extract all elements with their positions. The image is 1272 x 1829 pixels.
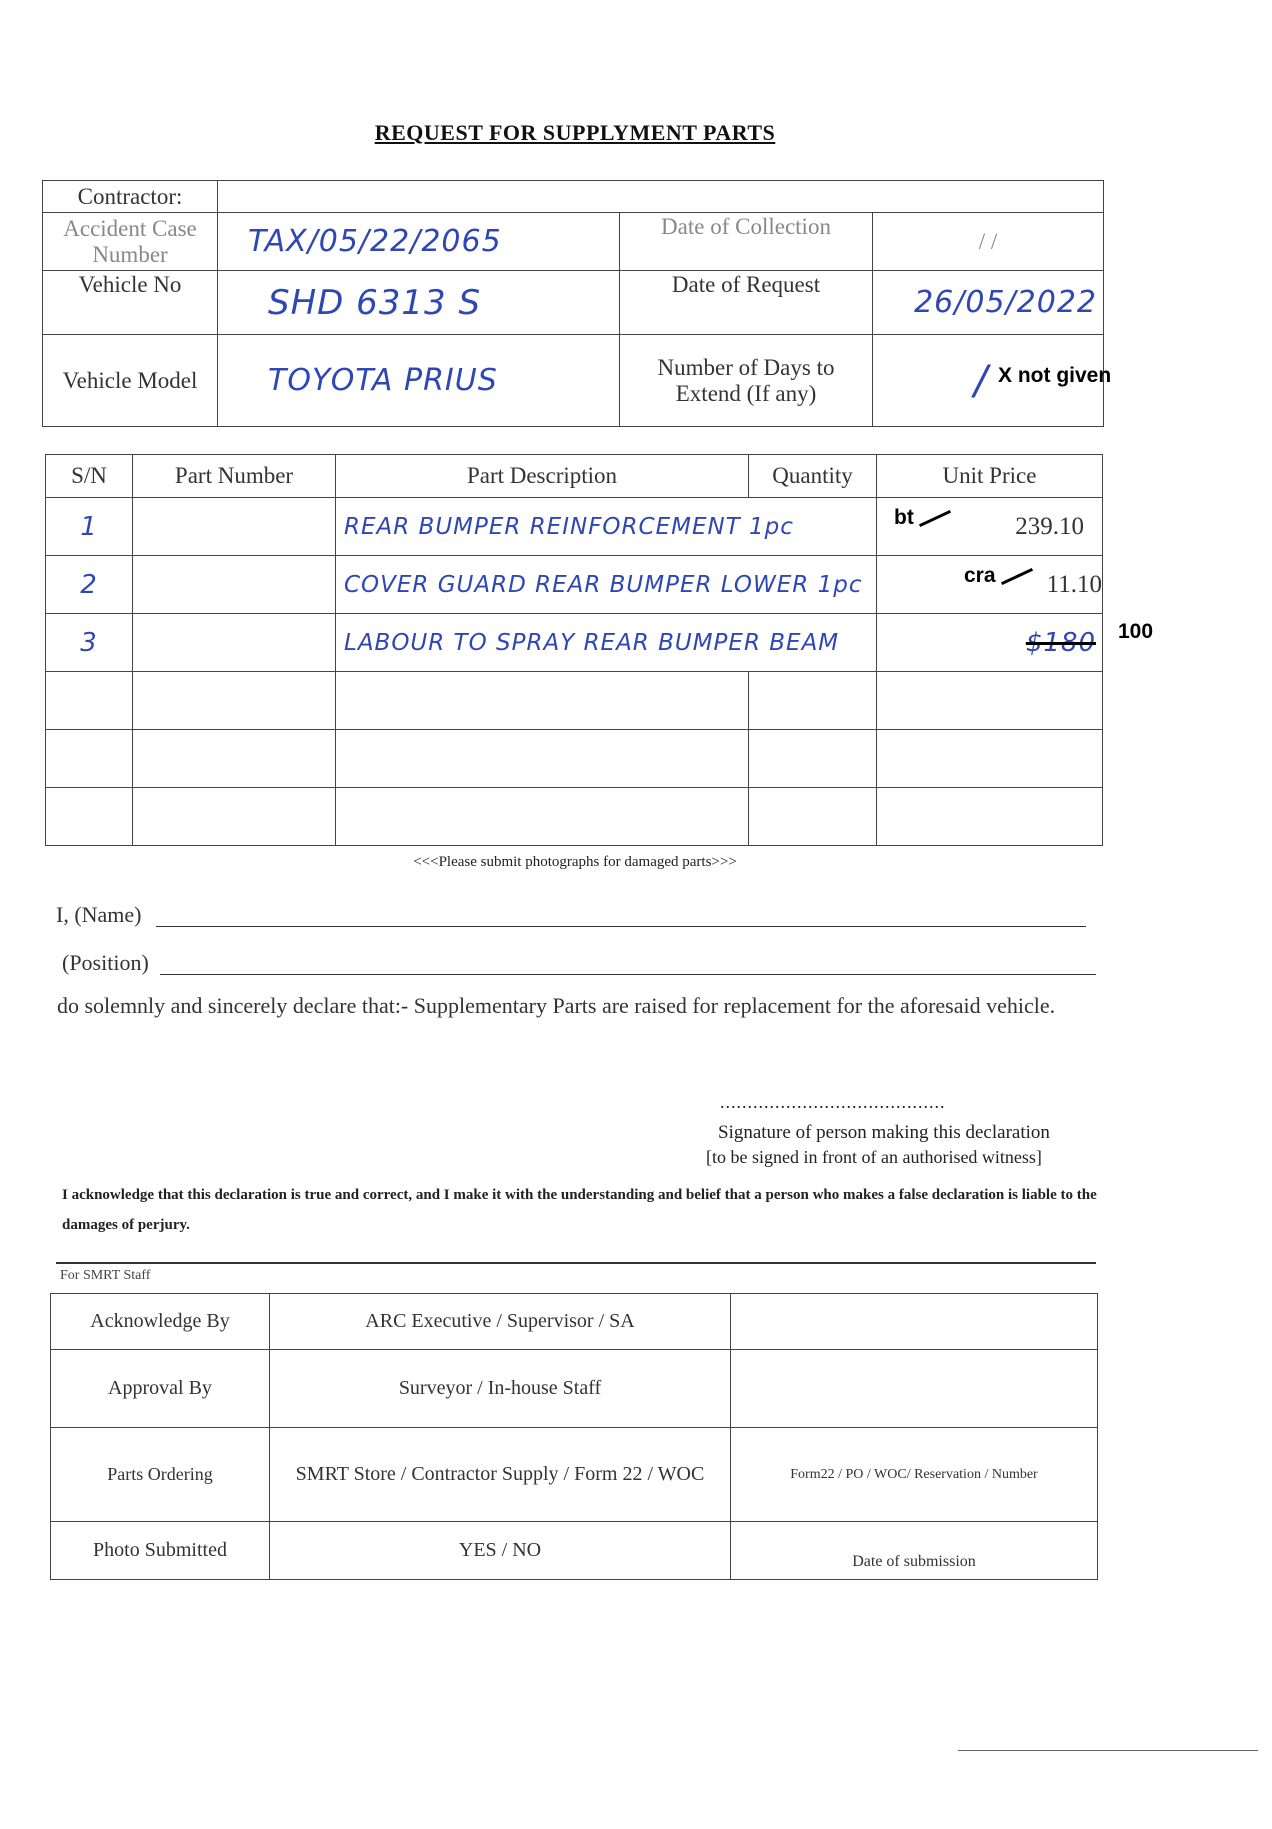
check-mark-icon bbox=[1000, 568, 1032, 585]
row-part-number bbox=[133, 556, 336, 614]
table-row bbox=[46, 672, 1103, 730]
acknowledge-value: ARC Executive / Supervisor / SA bbox=[270, 1294, 731, 1350]
photo-note: <<<Please submit photographs for damaged parts>>> bbox=[413, 854, 737, 870]
date-of-collection-label: Date of Collection bbox=[620, 213, 873, 271]
scan-edge-line bbox=[958, 1750, 1258, 1751]
row-part-number bbox=[133, 614, 336, 672]
acknowledgement-text: I acknowledge that this declaration is true and correct, and I make it with the understanding and belief that a person who makes a false declaration is liable to the damages of perjury. bbox=[62, 1187, 1097, 1233]
price-annotation-1 bbox=[894, 506, 952, 530]
row-part-number bbox=[133, 498, 336, 556]
row-unit-price: 11.10 bbox=[877, 556, 1103, 614]
vehicle-no-label: Vehicle No bbox=[43, 271, 218, 335]
check-mark-icon bbox=[919, 510, 951, 527]
acknowledge-label: Acknowledge By bbox=[51, 1294, 270, 1350]
form-title: REQUEST FOR SUPPLYMENT PARTS bbox=[374, 120, 776, 145]
table-row bbox=[46, 556, 1103, 614]
row-sn: 2 bbox=[46, 556, 133, 614]
date-of-collection-value: / / bbox=[873, 213, 1104, 271]
position-label: (Position) bbox=[62, 950, 149, 975]
name-line bbox=[156, 926, 1086, 927]
vehicle-model-value: TOYOTA PRIUS bbox=[218, 335, 620, 427]
price-annotation-3: 100 bbox=[1118, 620, 1154, 643]
annotation-text: cra bbox=[964, 564, 996, 587]
annotation-text: bt bbox=[894, 506, 914, 529]
days-to-extend-label: Number of Days to Extend (If any) bbox=[620, 335, 873, 427]
row-description: LABOUR TO SPRAY REAR BUMPER BEAM bbox=[336, 614, 877, 672]
accident-case-label: Accident Case Number bbox=[43, 213, 218, 271]
position-line bbox=[160, 974, 1096, 975]
photo-submitted-label: Photo Submitted bbox=[51, 1522, 270, 1580]
declaration-statement: do solemnly and sincerely declare that:- Supplementary Parts are raised for replacement for the aforesaid vehicle. bbox=[57, 993, 1056, 1018]
parts-ordering-value: SMRT Store / Contractor Supply / Form 22 / WOC bbox=[270, 1428, 731, 1522]
approval-extra bbox=[731, 1350, 1098, 1428]
divider bbox=[56, 1262, 1096, 1264]
row-description: COVER GUARD REAR BUMPER LOWER 1pc bbox=[336, 556, 877, 614]
header-part-number: Part Number bbox=[133, 455, 336, 498]
row-sn: 3 bbox=[46, 614, 133, 672]
vehicle-info-table bbox=[42, 180, 1104, 427]
header-quantity: Quantity bbox=[749, 455, 877, 498]
signature-note: [to be signed in front of an authorised witness] bbox=[706, 1147, 1042, 1167]
contractor-label: Contractor: bbox=[43, 181, 218, 213]
price-annotation-2 bbox=[964, 564, 1034, 588]
parts-ordering-extra: Form22 / PO / WOC/ Reservation / Number bbox=[731, 1428, 1098, 1522]
smrt-staff-table bbox=[50, 1293, 1098, 1580]
photo-submitted-extra: Date of submission bbox=[731, 1522, 1098, 1580]
header-unit-price: Unit Price bbox=[877, 455, 1103, 498]
header-part-description: Part Description bbox=[336, 455, 749, 498]
approval-label: Approval By bbox=[51, 1350, 270, 1428]
name-label: I, (Name) bbox=[56, 902, 142, 927]
acknowledge-extra bbox=[731, 1294, 1098, 1350]
contractor-value bbox=[218, 181, 1104, 213]
date-of-request-label: Date of Request bbox=[620, 271, 873, 335]
row-unit-price: 239.10 bbox=[877, 498, 1103, 556]
row-description: REAR BUMPER REINFORCEMENT 1pc bbox=[336, 498, 877, 556]
days-annotation: X not given bbox=[998, 364, 1112, 387]
parts-ordering-label: Parts Ordering bbox=[51, 1428, 270, 1522]
days-to-extend-value: / bbox=[974, 357, 989, 404]
vehicle-no-value: SHD 6313 S bbox=[218, 271, 620, 335]
table-row bbox=[46, 730, 1103, 788]
header-sn: S/N bbox=[46, 455, 133, 498]
vehicle-model-label: Vehicle Model bbox=[43, 335, 218, 427]
approval-value: Surveyor / In-house Staff bbox=[270, 1350, 731, 1428]
signature-label: Signature of person making this declaration bbox=[718, 1122, 1050, 1143]
photo-submitted-value: YES / NO bbox=[270, 1522, 731, 1580]
table-row bbox=[46, 788, 1103, 846]
signature-dots: ......................................... bbox=[720, 1092, 946, 1112]
row-unit-price: $180 bbox=[877, 614, 1103, 672]
row-sn: 1 bbox=[46, 498, 133, 556]
table-row bbox=[46, 614, 1103, 672]
date-of-request-value: 26/05/2022 bbox=[873, 271, 1104, 335]
smrt-caption: For SMRT Staff bbox=[60, 1268, 151, 1283]
accident-case-value: TAX/05/22/2065 bbox=[218, 213, 620, 271]
